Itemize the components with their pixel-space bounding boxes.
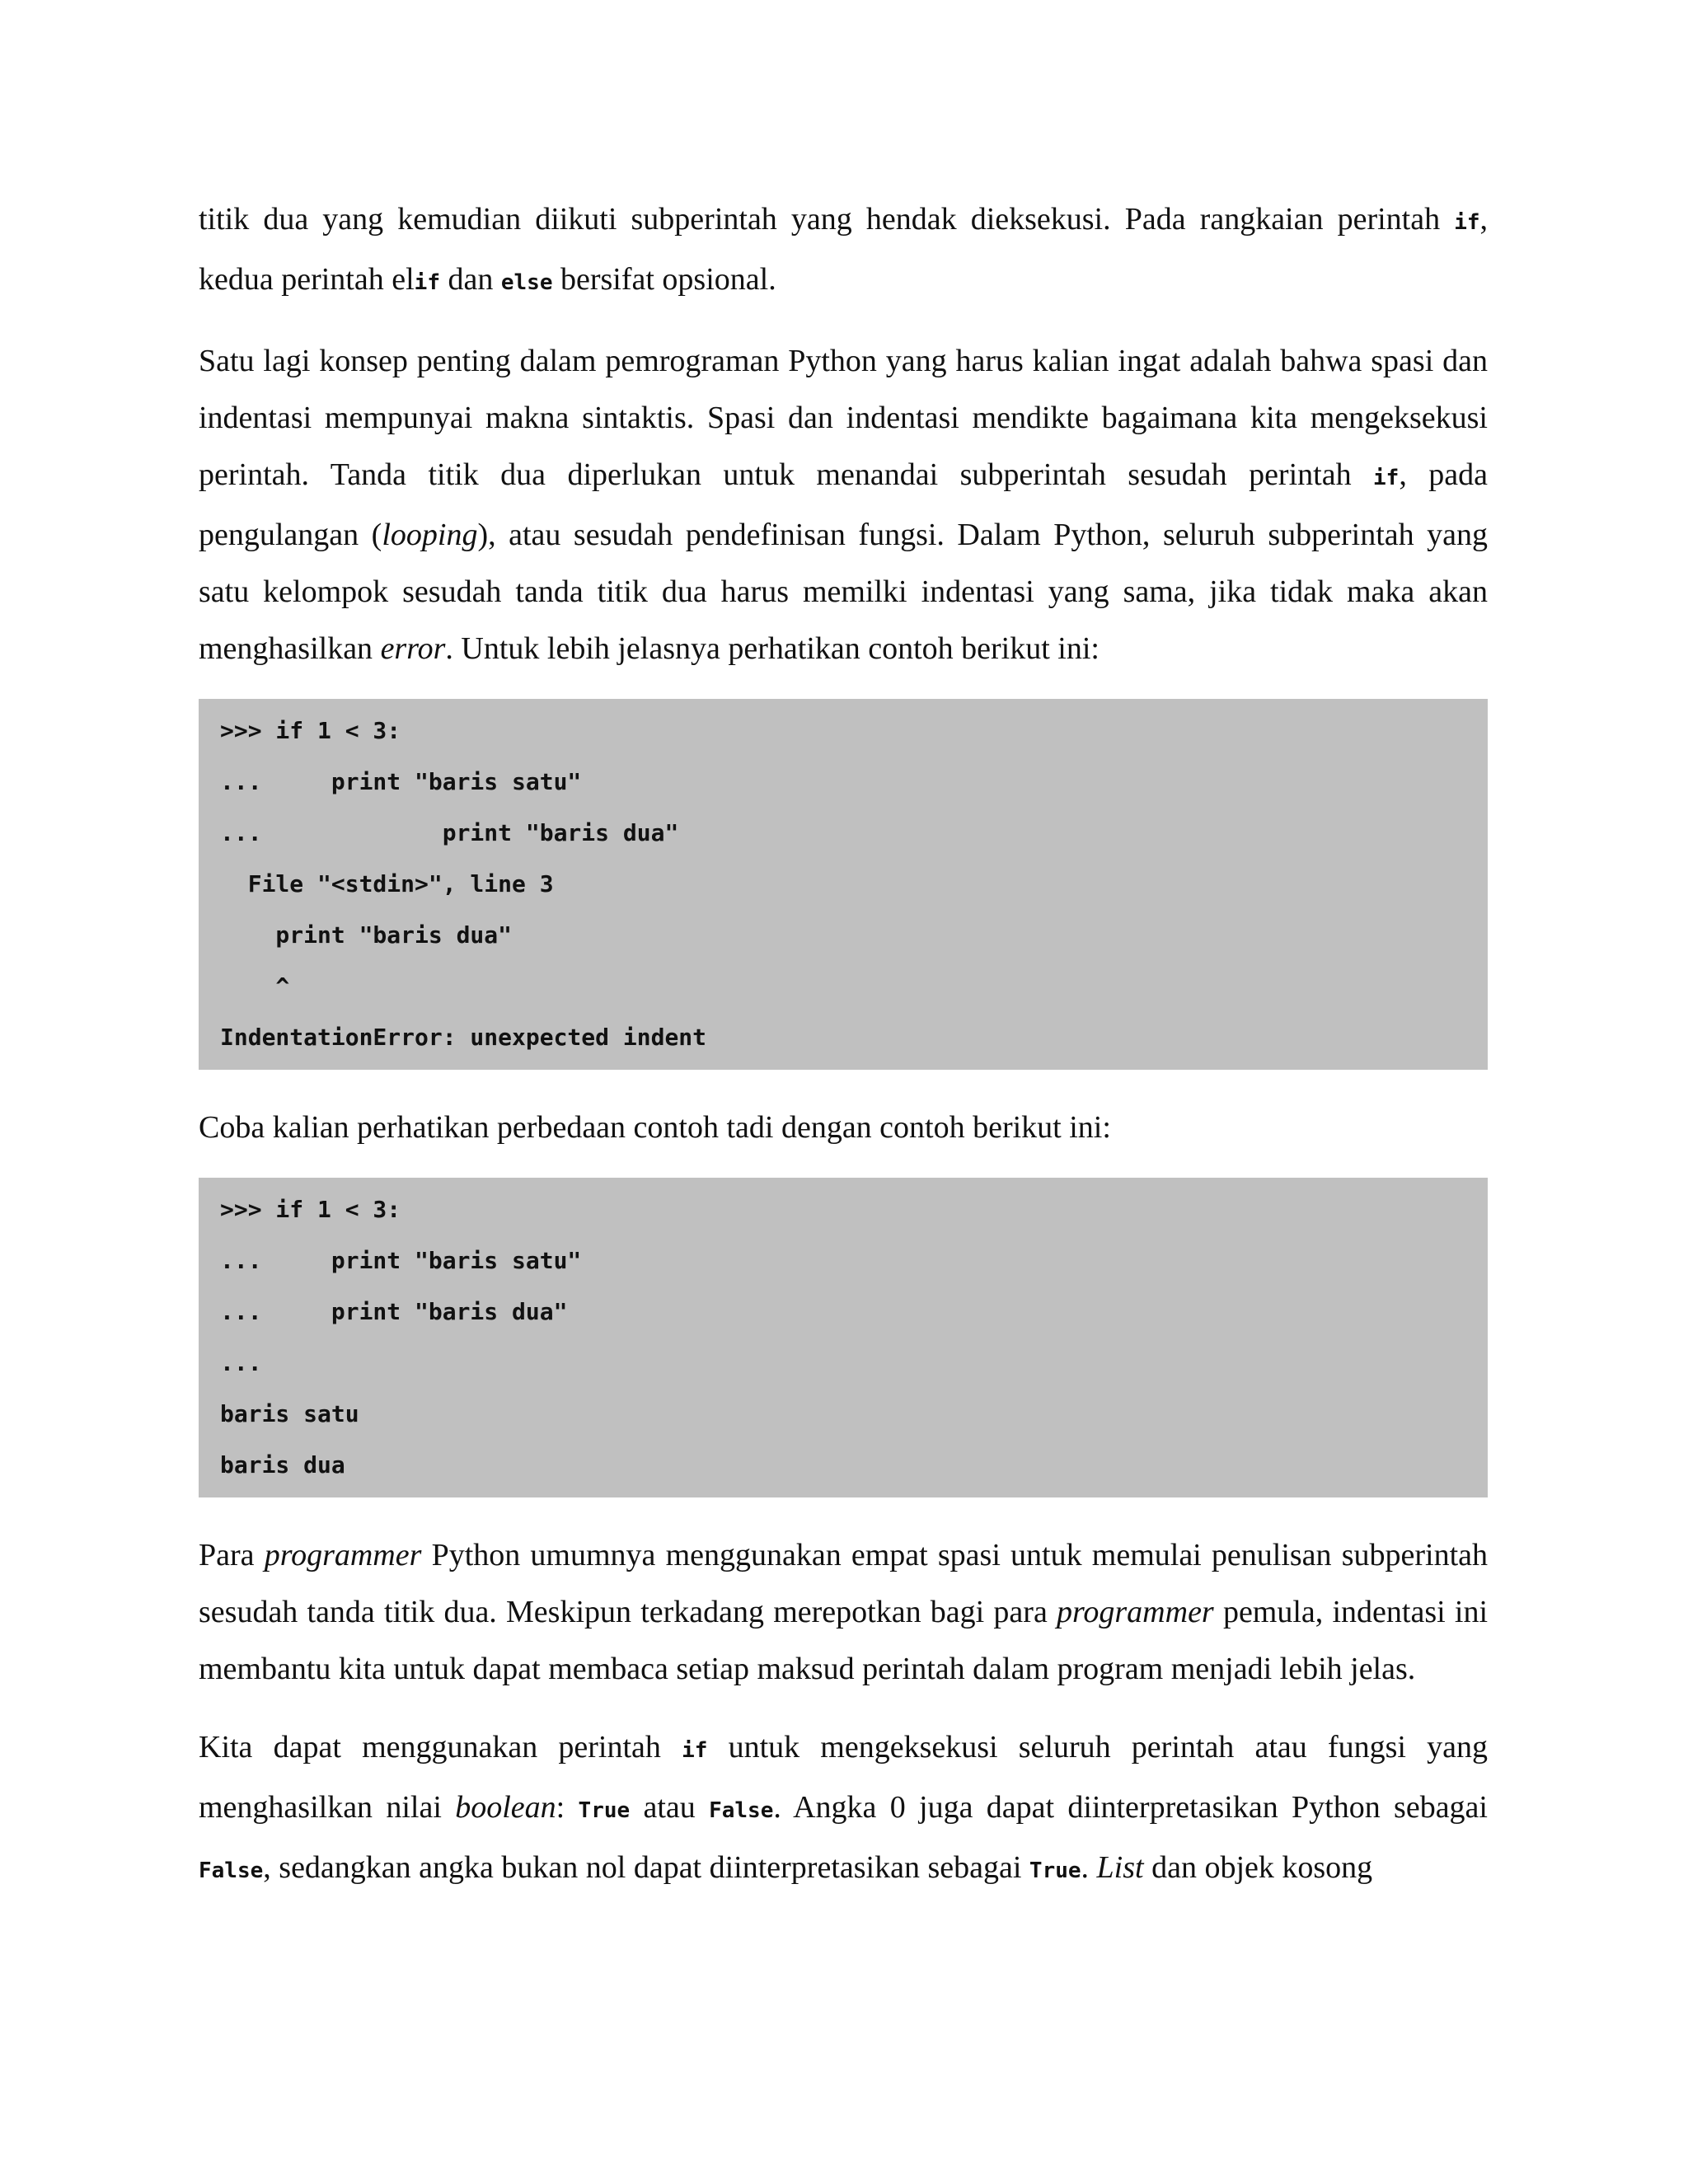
code-block-correct-indent [199, 1178, 1488, 1497]
code-line: ... [220, 1349, 262, 1376]
text-run: . [1081, 1850, 1097, 1885]
text-run: . Untuk lebih jelasnya perhatikan contoh berikut ini: [445, 631, 1100, 666]
code-line: IndentationError: unexpected indent [220, 1024, 707, 1051]
text-run: bersifat opsional. [552, 262, 776, 297]
text-run: , pada pengulangan ( [199, 457, 1489, 552]
italic-term-programmer: programmer [264, 1538, 422, 1572]
text-run: ), atau sesudah pendefinisan fungsi. Dalam Python, seluruh subperintah yang satu kelompok sesudah tanda titik dua harus memilki indentasi yang sama, jika tidak maka akan menghasilkan [199, 518, 1488, 666]
text-run: Python umumnya menggunakan empat spasi untuk memulai penulisan subperintah sesudah tanda titik dua. Meskipun terkadang merepotkan bagi para [199, 1538, 1488, 1629]
text-run: , kedua perintah el [199, 202, 1488, 297]
text-run: Satu lagi konsep penting dalam pemrograman Python yang harus kalian ingat adalah bahwa spasi dan indentasi mempunyai makna sintaktis. Spasi dan indentasi mendikte bagaimana kita mengeksekusi perintah. Tanda titik dua diperlukan untuk menandai subperintah sesudah perintah [199, 344, 1488, 492]
inline-code-if: if [682, 1738, 708, 1763]
paragraph-indentation-concept [199, 333, 1488, 677]
paragraph-optional-elif-else [199, 191, 1488, 312]
text-run: Kita dapat menggunakan perintah [199, 1730, 682, 1765]
paragraph-four-spaces [199, 1527, 1488, 1698]
code-line: print "baris dua" [220, 921, 513, 949]
inline-code-if: if [414, 270, 440, 295]
text-run: : [556, 1790, 579, 1825]
inline-code-true: True [1029, 1858, 1081, 1883]
code-line: >>> if 1 < 3: [220, 1196, 401, 1223]
document-page [199, 191, 1488, 1900]
code-line: >>> if 1 < 3: [220, 717, 401, 744]
paragraph-compare-example [199, 1099, 1488, 1156]
text-run: . Angka 0 juga dapat diinterpretasikan Python sebagai [773, 1790, 1488, 1825]
inline-code-if: if [1454, 210, 1480, 235]
text-run: dan objek kosong [1143, 1850, 1373, 1885]
inline-code-true: True [578, 1798, 631, 1823]
code-line: ... print "baris dua" [220, 1298, 568, 1325]
code-line: ... print "baris satu" [220, 768, 582, 795]
italic-term-programmer: programmer [1057, 1595, 1214, 1629]
inline-code-else: else [500, 270, 553, 295]
text-run: , sedangkan angka bukan nol dapat diinterpretasikan sebagai [263, 1850, 1029, 1885]
inline-code-if: if [1373, 466, 1400, 490]
italic-term-error: error [380, 631, 446, 666]
code-line: baris satu [220, 1400, 359, 1427]
italic-term-looping: looping [382, 518, 478, 552]
text-run: dan [439, 262, 501, 297]
text-run: untuk mengeksekusi seluruh perintah atau fungsi yang menghasilkan nilai [199, 1730, 1488, 1825]
code-line: ... print "baris satu" [220, 1247, 582, 1274]
inline-code-false: False [199, 1858, 264, 1883]
text-run: Coba kalian perhatikan perbedaan contoh tadi dengan contoh berikut ini: [199, 1110, 1111, 1145]
italic-term-boolean: boolean [455, 1790, 556, 1825]
text-run: titik dua yang kemudian diikuti subperintah yang hendak dieksekusi. Pada rangkaian perintah [199, 202, 1455, 237]
code-block-indentation-error [199, 699, 1488, 1070]
code-line: ^ [220, 972, 290, 1000]
code-line: baris dua [220, 1451, 345, 1479]
text-run: atau [630, 1790, 710, 1825]
italic-term-list: List [1096, 1850, 1144, 1885]
inline-code-false: False [709, 1798, 774, 1823]
code-line: File "<stdin>", line 3 [220, 870, 554, 898]
text-run: Para [199, 1538, 265, 1572]
text-run: pemula, indentasi ini membantu kita untuk dapat membaca setiap maksud perintah dalam program menjadi lebih jelas. [199, 1595, 1488, 1686]
code-line: ... print "baris dua" [220, 819, 679, 846]
paragraph-boolean-values [199, 1719, 1488, 1900]
